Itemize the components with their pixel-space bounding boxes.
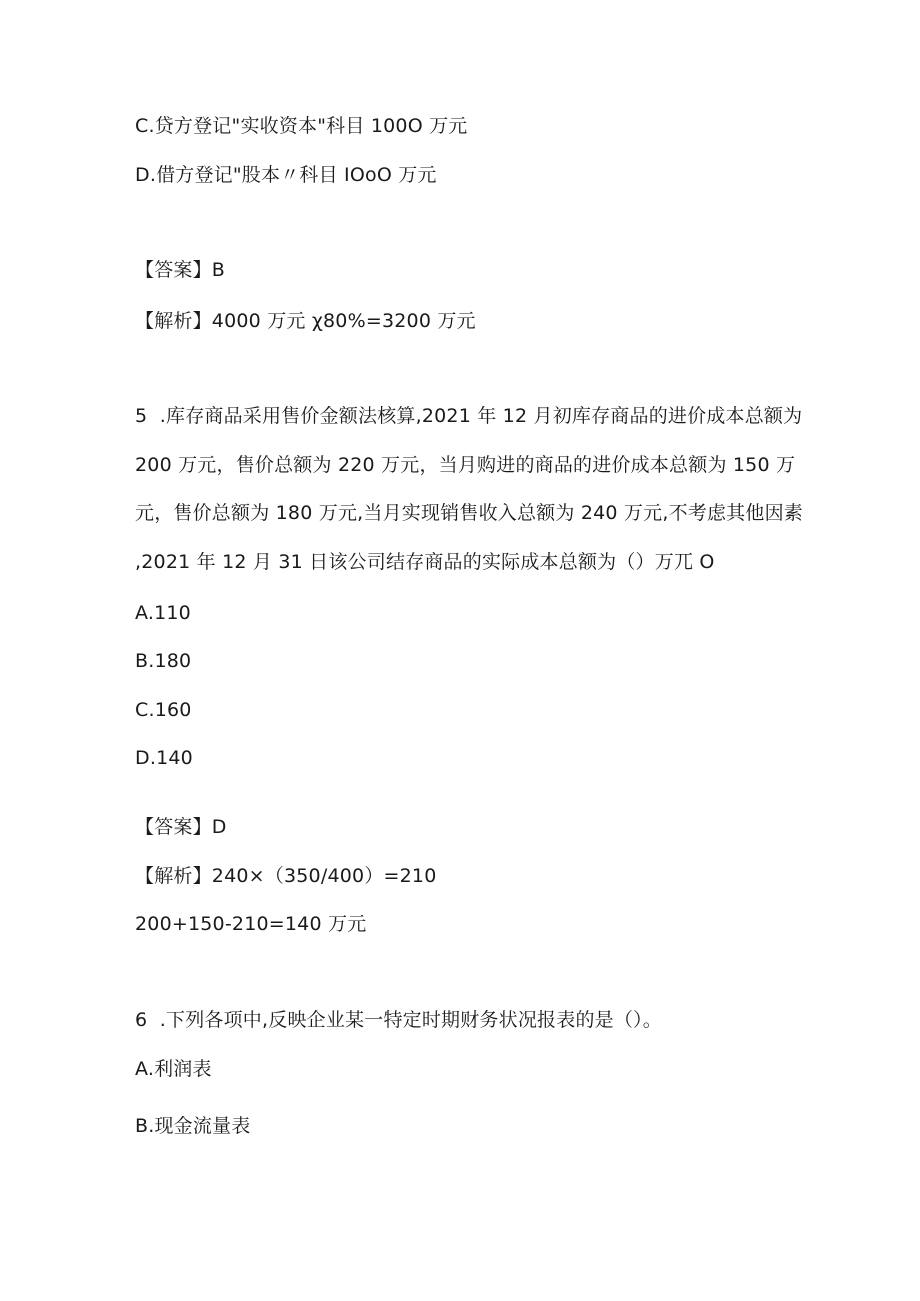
q5-option-a: A.110 (135, 602, 191, 624)
q5-option-b: B.180 (135, 650, 192, 672)
q4-option-d: D.借方登记"股本〃科目 IOoO 万元 (135, 164, 437, 186)
q5-answer: 【答案】D (135, 816, 227, 838)
q6-option-a: A.利润表 (135, 1058, 212, 1080)
q4-answer: 【答案】B (135, 259, 226, 281)
q5-option-c: C.160 (135, 699, 192, 721)
q5-stem-line-1: 5 .库存商品采用售价金额法核算,2021 年 12 月初库存商品的进价成本总额为 (135, 405, 803, 427)
q6-stem: 6 .下列各项中,反映企业某一特定时期财务状况报表的是（）。 (135, 1009, 662, 1031)
q5-stem-line-2: 200 万元，售价总额为 220 万元，当月购进的商品的进价成本总额为 150 万 (135, 454, 796, 476)
q5-analysis: 【解析】240×（350/400）=210 (135, 865, 437, 887)
q6-option-b: B.现金流量表 (135, 1115, 251, 1137)
q5-option-d: D.140 (135, 747, 193, 769)
q5-analysis-calc: 200+150-210=140 万元 (135, 913, 367, 935)
q5-stem-line-3: 元，售价总额为 180 万元,当月实现销售收入总额为 240 万元,不考虑其他因素 (135, 502, 803, 524)
q4-analysis: 【解析】4000 万元 χ80%=3200 万元 (135, 310, 476, 332)
q5-stem-line-4: ,2021 年 12 月 31 日该公司结存商品的实际成本总额为（）万兀 O (135, 551, 715, 573)
q4-option-c: C.贷方登记"实收资本"科目 100O 万元 (135, 115, 468, 137)
